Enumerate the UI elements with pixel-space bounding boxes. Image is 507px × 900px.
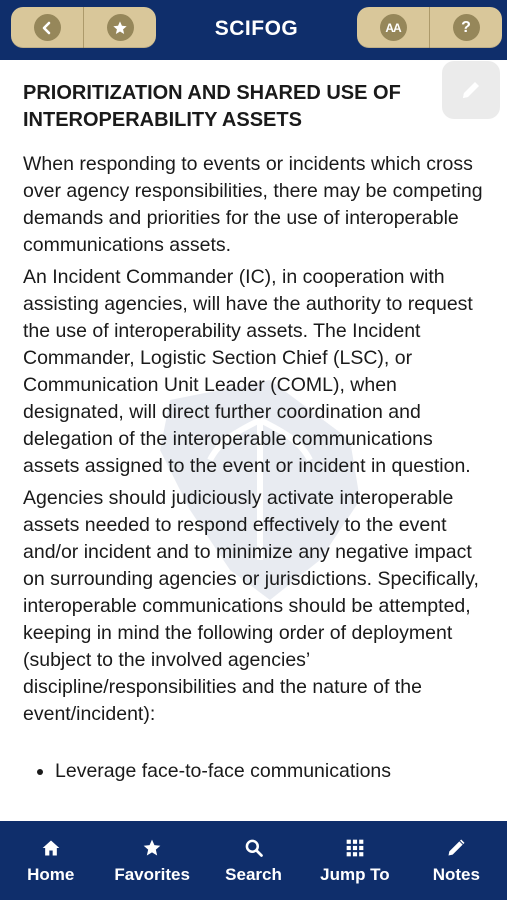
edit-note-button[interactable] (442, 61, 500, 119)
tab-label: Notes (432, 865, 480, 884)
bottom-tab-bar (0, 821, 507, 900)
grid-icon (345, 837, 365, 859)
back-button[interactable] (11, 7, 83, 48)
top-bar (0, 0, 507, 60)
paragraph: When responding to events or incidents which cross over agency responsibilities, there may be competing demands and priorities for the use of interoperable communications assets. (23, 153, 483, 256)
back-arrow-icon (34, 14, 61, 41)
section-heading: PRIORITIZATION AND SHARED USE OF INTEROPERABILITY ASSETS (23, 82, 401, 131)
paragraph: Agencies should judiciously activate interoperable assets needed to respond effectively to the event and/or incident and to minimize any negative impact on surrounding agencies or jurisdictions. Specifically, interoperable communications should be attempted, keeping in mind the following order of deployment (subject to the involved agencies’ discipline/responsibilities and the nature of the event/incident): (23, 487, 479, 725)
tab-label: Search (225, 865, 282, 884)
tab-label: Favorites (114, 865, 190, 884)
tab-favorites[interactable] (101, 821, 202, 900)
tab-notes[interactable] (406, 821, 507, 900)
pencil-icon (459, 78, 483, 102)
favorite-button[interactable] (83, 7, 156, 48)
tab-label: Jump To (320, 865, 390, 884)
tab-label: Home (27, 865, 75, 884)
help-label: ? (461, 18, 471, 36)
article-body (23, 151, 493, 785)
tab-search[interactable] (203, 821, 304, 900)
app-title: SCIFOG (214, 17, 299, 40)
star-icon (142, 837, 162, 859)
content-area[interactable] (0, 60, 507, 821)
list-item: • Leverage face-to-face communications (55, 758, 493, 785)
home-icon (41, 837, 61, 859)
text-size-button[interactable] (357, 7, 429, 48)
search-icon (244, 837, 264, 859)
nav-button-group (11, 7, 156, 48)
help-icon (453, 14, 480, 41)
tab-home[interactable] (0, 821, 101, 900)
text-size-label: AA (385, 20, 401, 35)
text-size-icon (380, 14, 407, 41)
bullet-list (23, 758, 493, 785)
help-button[interactable] (429, 7, 502, 48)
tools-button-group (357, 7, 502, 48)
tab-jump-to[interactable] (304, 821, 405, 900)
paragraph: An Incident Commander (IC), in cooperation with assisting agencies, will have the authority to request the use of interoperability assets. The Incident Commander, Logistic Section Chief (LSC), or Communication Unit Leader (COML), when designated, will direct further coordination and delegation of the interoperable communications assets assigned to the event or incident in question. (23, 266, 473, 477)
pencil-icon (446, 837, 466, 859)
star-icon (107, 14, 134, 41)
